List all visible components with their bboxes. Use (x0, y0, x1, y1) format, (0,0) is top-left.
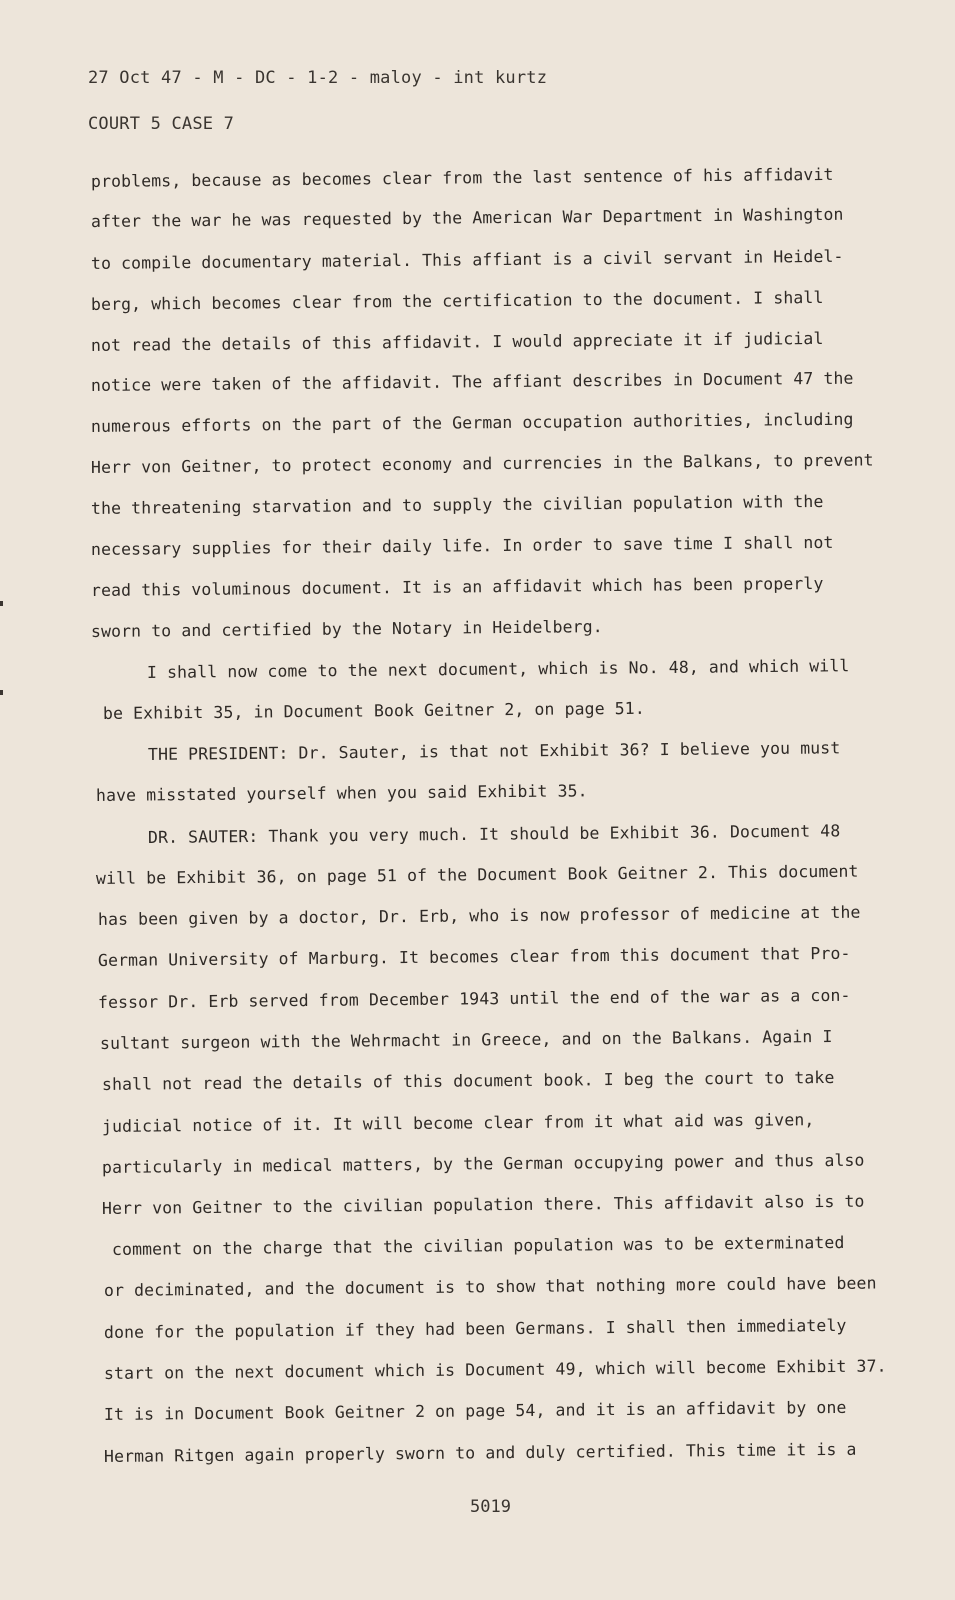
page-number: 5019 (470, 1497, 511, 1517)
text-line: problems, because as becomes clear from the last sentence of his affidavit (90, 164, 834, 191)
text-line: the threatening starvation and to supply the civilian population with the (90, 491, 824, 518)
text-line: berg, which becomes clear from the certification to the document. I shall (90, 287, 824, 314)
text-line: German University of Marburg. It becomes clear from this document that Pro- (97, 943, 851, 970)
text-line: comment on the charge that the civilian population was to be exterminated (111, 1232, 845, 1259)
text-line: to compile documentary material. This affiant is a civil servant in Heidel- (90, 246, 844, 273)
margin-mark (0, 690, 3, 695)
text-line: has been given by a doctor, Dr. Erb, who is now professor of medicine at the (97, 902, 861, 929)
text-line: It is in Document Book Geitner 2 on page 54, and it is an affidavit by one (103, 1397, 847, 1424)
text-line: read this voluminous document. It is an affidavit which has been properly (90, 573, 824, 600)
margin-mark (0, 601, 3, 606)
text-line: notice were taken of the affidavit. The affiant describes in Document 47 the (90, 368, 854, 395)
text-line: or deciminated, and the document is to show that nothing more could have been (103, 1273, 877, 1300)
text-line: fessor Dr. Erb served from December 1943 until the end of the war as a con- (97, 985, 851, 1012)
text-line: after the war he was requested by the American War Department in Washington (90, 204, 844, 231)
text-line: necessary supplies for their daily life. In order to save time I shall not (90, 532, 834, 559)
text-line: sworn to and certified by the Notary in Heidelberg. (90, 617, 603, 641)
text-line: shall not read the details of this document book. I beg the court to take (101, 1067, 835, 1094)
text-line: have misstated yourself when you said Exhibit 35. (95, 781, 588, 805)
text-line: not read the details of this affidavit. I would appreciate it if judicial (90, 328, 824, 355)
text-line: THE PRESIDENT: Dr. Sauter, is that not Exhibit 36? I believe you must (147, 738, 841, 764)
text-line: done for the population if they had been Germans. I shall then immediately (103, 1315, 847, 1342)
text-line: Herr von Geitner to the civilian population there. This affidavit also is to (101, 1191, 865, 1218)
text-line: DR. SAUTER: Thank you very much. It should be Exhibit 36. Document 48 (147, 821, 841, 847)
text-line: sultant surgeon with the Wehrmacht in Greece, and on the Balkans. Again I (99, 1026, 833, 1053)
text-line: judicial notice of it. It will become clear from it what aid was given, (101, 1110, 815, 1136)
text-line: be Exhibit 35, in Document Book Geitner 2, on page 51. (102, 698, 645, 723)
text-line: I shall now come to the next document, which is No. 48, and which will (146, 656, 850, 682)
header-court-case: COURT 5 CASE 7 (88, 114, 235, 134)
text-line: particularly in medical matters, by the German occupying power and thus also (101, 1150, 865, 1177)
header-reference: 27 Oct 47 - M - DC - 1-2 - maloy - int kurtz (88, 68, 548, 88)
text-line: will be Exhibit 36, on page 51 of the Document Book Geitner 2. This document (95, 861, 859, 888)
text-line: Herman Ritgen again properly sworn to and duly certified. This time it is a (103, 1439, 857, 1466)
text-line: Herr von Geitner, to protect economy and currencies in the Balkans, to prevent (90, 450, 874, 477)
text-line: start on the next document which is Document 49, which will become Exhibit 37. (103, 1356, 887, 1383)
text-line: numerous efforts on the part of the German occupation authorities, including (90, 409, 854, 436)
